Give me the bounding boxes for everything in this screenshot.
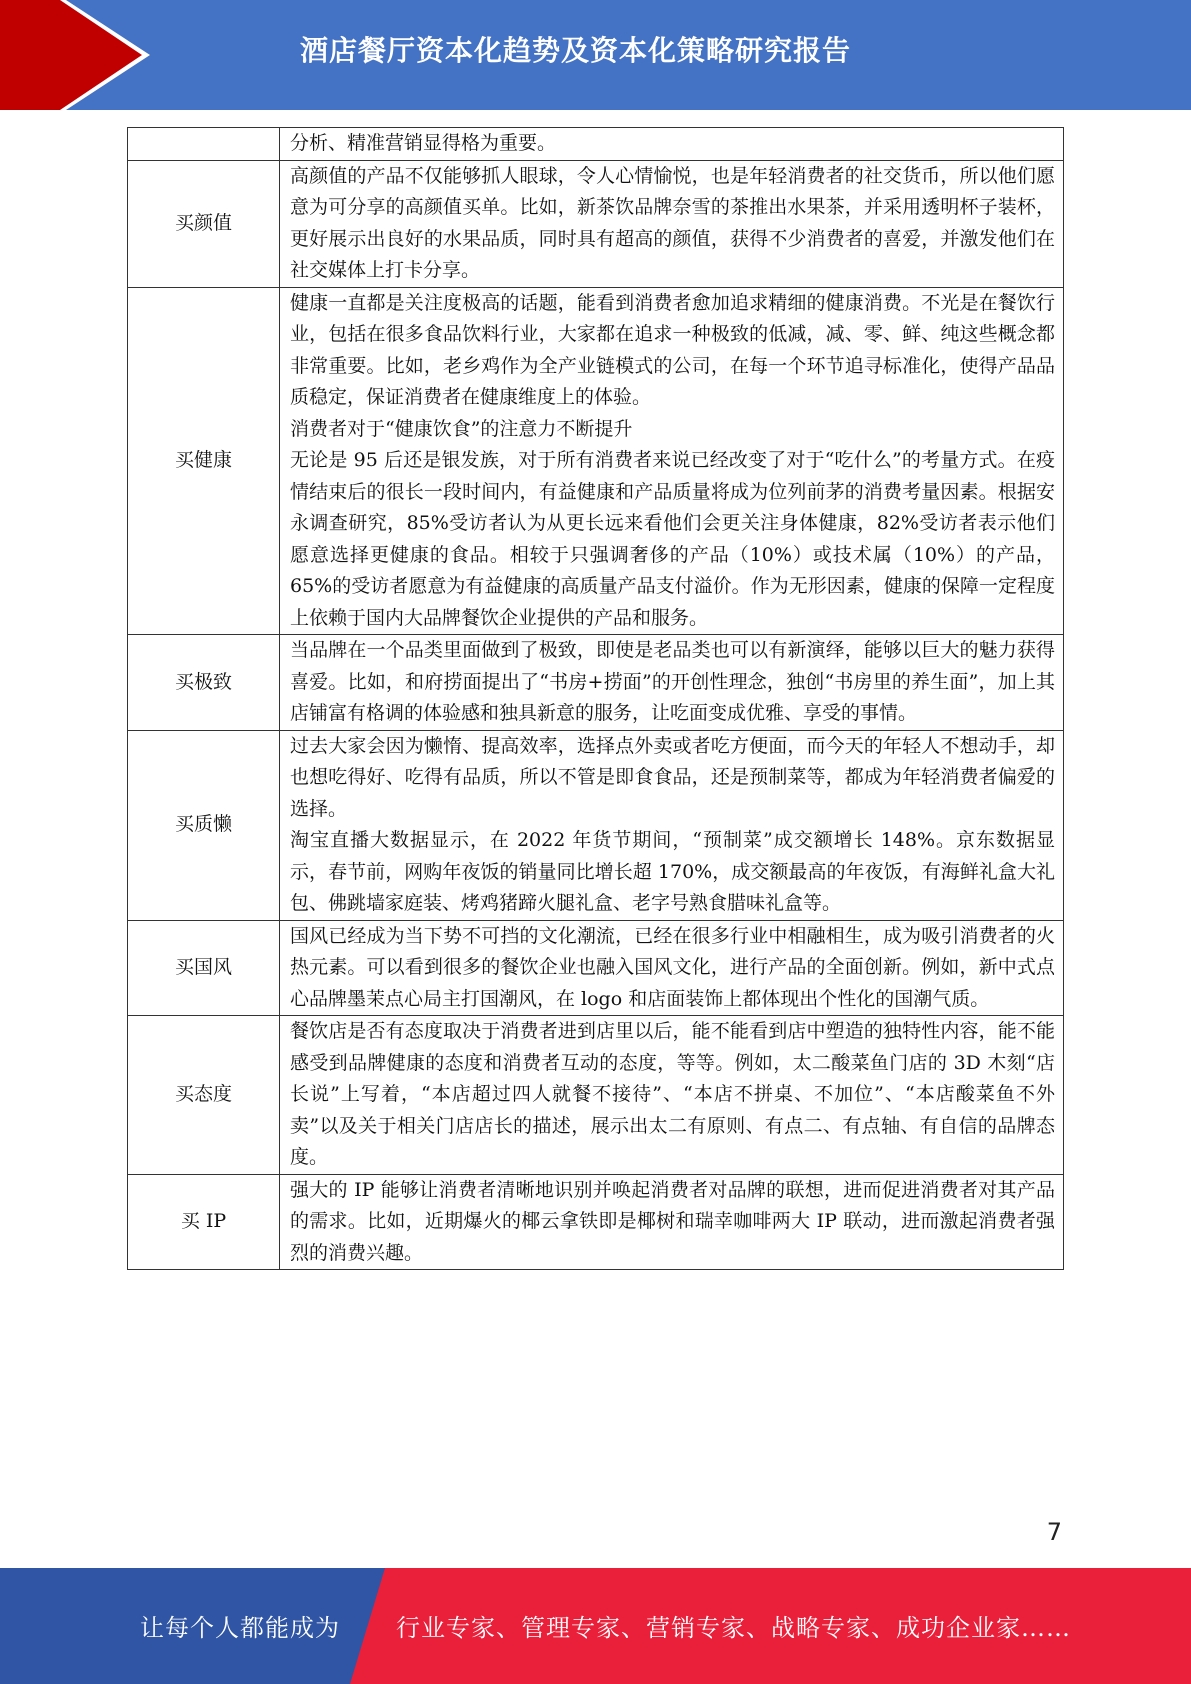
page-header: [0, 0, 1191, 110]
table-row: [128, 635, 1064, 731]
table-body: [128, 128, 1064, 1270]
row-category: 买极致: [128, 635, 280, 731]
row-category: 买 IP: [128, 1174, 280, 1270]
row-category: 买颜值: [128, 160, 280, 287]
row-category: 买国风: [128, 920, 280, 1016]
row-description: [280, 635, 1064, 731]
description-paragraph: 国风已经成为当下势不可挡的文化潮流，已经在很多行业中相融相生，成为吸引消费者的火热元素。可以看到很多的餐饮企业也融入国风文化，进行产品的全面创新。例如，新中式点心品牌墨茉点心局主打国潮风，在 logo 和店面装饰上都体现出个性化的国潮气质。: [290, 924, 1055, 1010]
table-row: [128, 160, 1064, 287]
page-number: 7: [1046, 1518, 1062, 1546]
row-category: 买态度: [128, 1016, 280, 1175]
consumption-trends-table: [127, 127, 1064, 1270]
table-row: [128, 730, 1064, 920]
row-description: [280, 920, 1064, 1016]
row-description: [280, 287, 1064, 635]
row-category: [128, 128, 280, 161]
description-paragraph: 淘宝直播大数据显示，在 2022 年货节期间，“预制菜”成交额增长 148%。京东数据显示，春节前，网购年夜饭的销量同比增长超 170%，成交额最高的年夜饭，有海鲜礼盒大礼包、佛跳墙家庭装、烤鸡猪蹄火腿礼盒、老字号熟食腊味礼盒等。: [290, 829, 1055, 914]
table-row: [128, 1174, 1064, 1270]
table-row: [128, 287, 1064, 635]
description-paragraph: 过去大家会因为懒惰、提高效率，选择点外卖或者吃方便面，而今天的年轻人不想动手，却也想吃得好、吃得有品质，所以不管是即食食品，还是预制菜等，都成为年轻消费者偏爱的选择。: [290, 734, 1055, 820]
header-chevron-arrow: [0, 0, 142, 110]
table-row: [128, 128, 1064, 161]
footer-slogan-left: 让每个人都能成为: [140, 1614, 340, 1642]
row-description: [280, 1016, 1064, 1175]
description-paragraph: 高颜值的产品不仅能够抓人眼球，令人心情愉悦，也是年轻消费者的社交货币，所以他们愿意为可分享的高颜值买单。比如，新茶饮品牌奈雪的茶推出水果茶，并采用透明杯子装杯，更好展示出良好的水果品质，同时具有超高的颜值，获得不少消费者的喜爱，并激发他们在社交媒体上打卡分享。: [290, 164, 1055, 281]
row-category: 买健康: [128, 287, 280, 635]
row-description: [280, 160, 1064, 287]
description-paragraph: 消费者对于“健康饮食”的注意力不断提升: [290, 417, 633, 440]
row-description: [280, 1174, 1064, 1270]
table-row: [128, 920, 1064, 1016]
page-footer: [0, 1568, 1191, 1684]
description-paragraph: 当品牌在一个品类里面做到了极致，即使是老品类也可以有新演绎，能够以巨大的魅力获得喜爱。比如，和府捞面提出了“书房+捞面”的开创性理念，独创“书房里的养生面”，加上其店铺富有格调的体验感和独具新意的服务，让吃面变成优雅、享受的事情。: [290, 639, 1055, 724]
report-title: 酒店餐厅资本化趋势及资本化策略研究报告: [300, 34, 852, 67]
description-paragraph: 健康一直都是关注度极高的话题，能看到消费者愈加追求精细的健康消费。不光是在餐饮行业，包括在很多食品饮料行业，大家都在追求一种极致的低减，减、零、鲜、纯这些概念都非常重要。比如，老乡鸡作为全产业链模式的公司，在每一个环节追寻标准化，使得产品品质稳定，保证消费者在健康维度上的体验。: [290, 291, 1055, 408]
description-paragraph: 餐饮店是否有态度取决于消费者进到店里以后，能不能看到店中塑造的独特性内容，能不能感受到品牌健康的态度和消费者互动的态度，等等。例如，太二酸菜鱼门店的 3D 木刻“店长说”上写着，“本店超过四人就餐不接待”、“本店不拼桌、不加位”、“本店酸菜鱼不外卖”以及关于相关门店店长的描述，展示出太二有原则、有点二、有点轴、有自信的品牌态度。: [290, 1020, 1055, 1168]
description-paragraph: 分析、精准营销显得格为重要。: [290, 132, 557, 154]
footer-slogan-right: 行业专家、管理专家、营销专家、战略专家、成功企业家……: [396, 1614, 1071, 1642]
row-description: [280, 730, 1064, 920]
description-paragraph: 强大的 IP 能够让消费者清晰地识别并唤起消费者对品牌的联想，进而促进消费者对其产品的需求。比如，近期爆火的椰云拿铁即是椰树和瑞幸咖啡两大 IP 联动，进而激起消费者强烈的消费兴趣。: [290, 1178, 1055, 1264]
row-description: [280, 128, 1064, 161]
description-paragraph: 无论是 95 后还是银发族，对于所有消费者来说已经改变了对于“吃什么”的考量方式。在疫情结束后的很长一段时间内，有益健康和产品质量将成为位列前茅的消费考量因素。根据安永调查研究，85%受访者认为从更长远来看他们会更关注身体健康，82%受访者表示他们愿意选择更健康的食品。相较于只强调奢侈的产品（10%）或技术属（10%）的产品，65%的受访者愿意为有益健康的高质量产品支付溢价。作为无形因素，健康的保障一定程度上依赖于国内大品牌餐饮企业提供的产品和服务。: [290, 449, 1055, 629]
table-row: [128, 1016, 1064, 1175]
row-category: 买质懒: [128, 730, 280, 920]
